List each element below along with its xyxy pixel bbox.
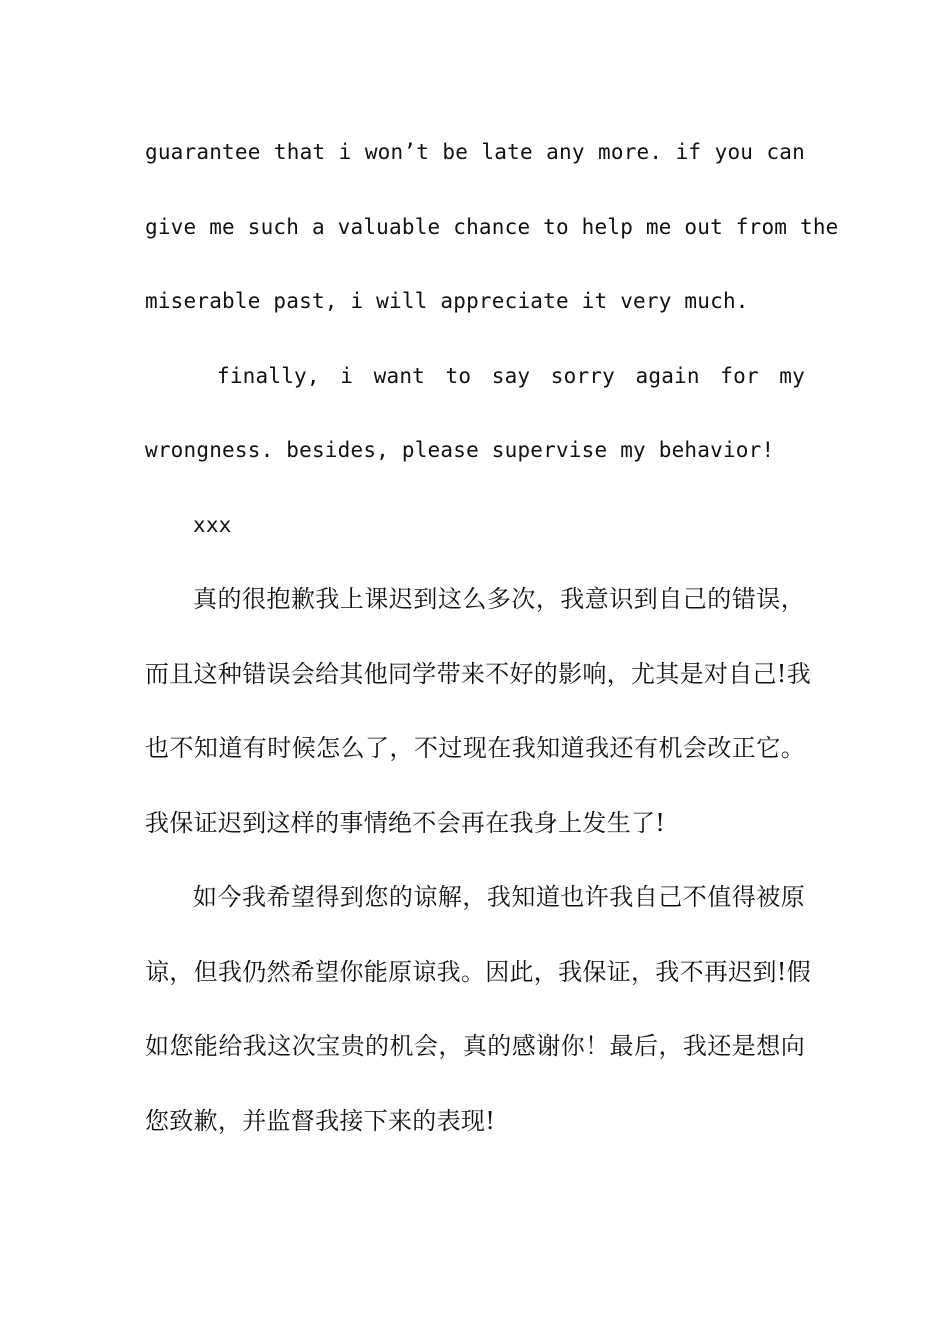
text-line: finally, i want to say sorry again for my [217,364,805,388]
text-line: 真的很抱歉我上课迟到这么多次，我意识到自己的错误， [193,585,805,613]
text-line: guarantee that i won’t be late any more. if you can [145,140,805,164]
text-line: 而且这种错误会给其他同学带来不好的影响，尤其是对自己!我 [145,660,812,688]
text-line: 如您能给我这次宝贵的机会，真的感谢你！最后，我还是想向 [145,1032,805,1060]
text-line: 您致歉，并监督我接下来的表现! [145,1107,496,1135]
text-line: miserable past, i will appreciate it very much. [145,289,749,313]
text-line: 也不知道有时候怎么了，不过现在我知道我还有机会改正它。 [145,734,805,762]
text-line: wrongness. besides, please supervise my behavior! [145,438,775,462]
text-line: 如今我希望得到您的谅解，我知道也许我自己不值得被原 [193,883,805,911]
text-line: 我保证迟到这样的事情绝不会再在我身上发生了! [145,809,666,837]
signature-line: xxx [193,513,232,537]
text-line: 谅，但我仍然希望你能原谅我。因此，我保证，我不再迟到!假 [145,958,812,986]
text-line: give me such a valuable chance to help me out from the [145,215,839,239]
